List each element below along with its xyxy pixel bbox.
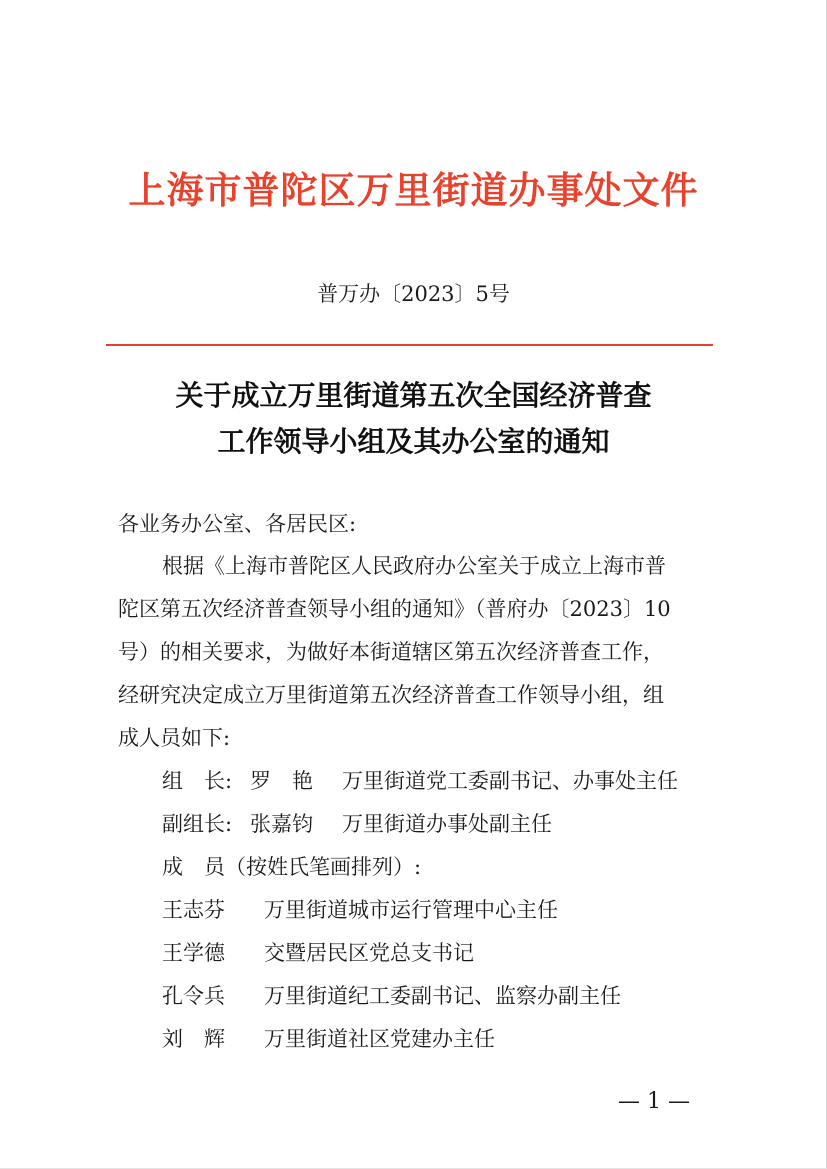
paragraph-line: 成人员如下:: [118, 726, 231, 750]
member-name: 王志芬: [162, 898, 225, 922]
document-number: 普万办〔2023〕5号: [317, 282, 510, 306]
member-name: 孔令兵: [162, 984, 225, 1008]
leader-role: 组 长:: [162, 769, 233, 793]
red-separator-line: [106, 344, 713, 346]
paragraph-line: 陀区第五次经济普查领导小组的通知》（普府办〔2023〕10: [118, 597, 671, 621]
deputy-leader-role: 副组长:: [162, 812, 233, 836]
notice-title-line-2: 工作领导小组及其办公室的通知: [217, 425, 610, 458]
member-title: 交暨居民区党总支书记: [264, 941, 474, 965]
addressee: 各业务办公室、各居民区:: [118, 512, 357, 536]
page-number: — 1 —: [618, 1089, 690, 1114]
member-name: 王学德: [162, 941, 225, 965]
notice-title-line-1: 关于成立万里街道第五次全国经济普查: [175, 379, 652, 412]
paragraph-line: 号）的相关要求，为做好本街道辖区第五次经济普查工作，: [118, 640, 664, 664]
leader-name: 罗 艳: [250, 769, 313, 793]
member-title: 万里街道城市运行管理中心主任: [264, 898, 558, 922]
member-name: 刘 辉: [162, 1027, 225, 1051]
member-title: 万里街道社区党建办主任: [264, 1027, 495, 1051]
deputy-leader-title: 万里街道办事处副主任: [342, 812, 552, 836]
notice-title: [0, 373, 827, 465]
members-header: 成 员（按姓氏笔画排列）:: [162, 855, 422, 879]
issuer-header-title: 上海市普陀区万里街道办事处文件: [128, 168, 699, 212]
paragraph-line: 根据《上海市普陀区人民政府办公室关于成立上海市普: [162, 554, 666, 578]
leader-row: [162, 765, 232, 795]
deputy-leader-name: 张嘉钧: [250, 812, 313, 836]
leader-title: 万里街道党工委副书记、办事处主任: [342, 769, 678, 793]
member-title: 万里街道纪工委副书记、监察办副主任: [264, 984, 621, 1008]
deputy-leader-row: [162, 808, 232, 838]
paragraph-line: 经研究决定成立万里街道第五次经济普查工作领导小组，组: [118, 683, 664, 707]
